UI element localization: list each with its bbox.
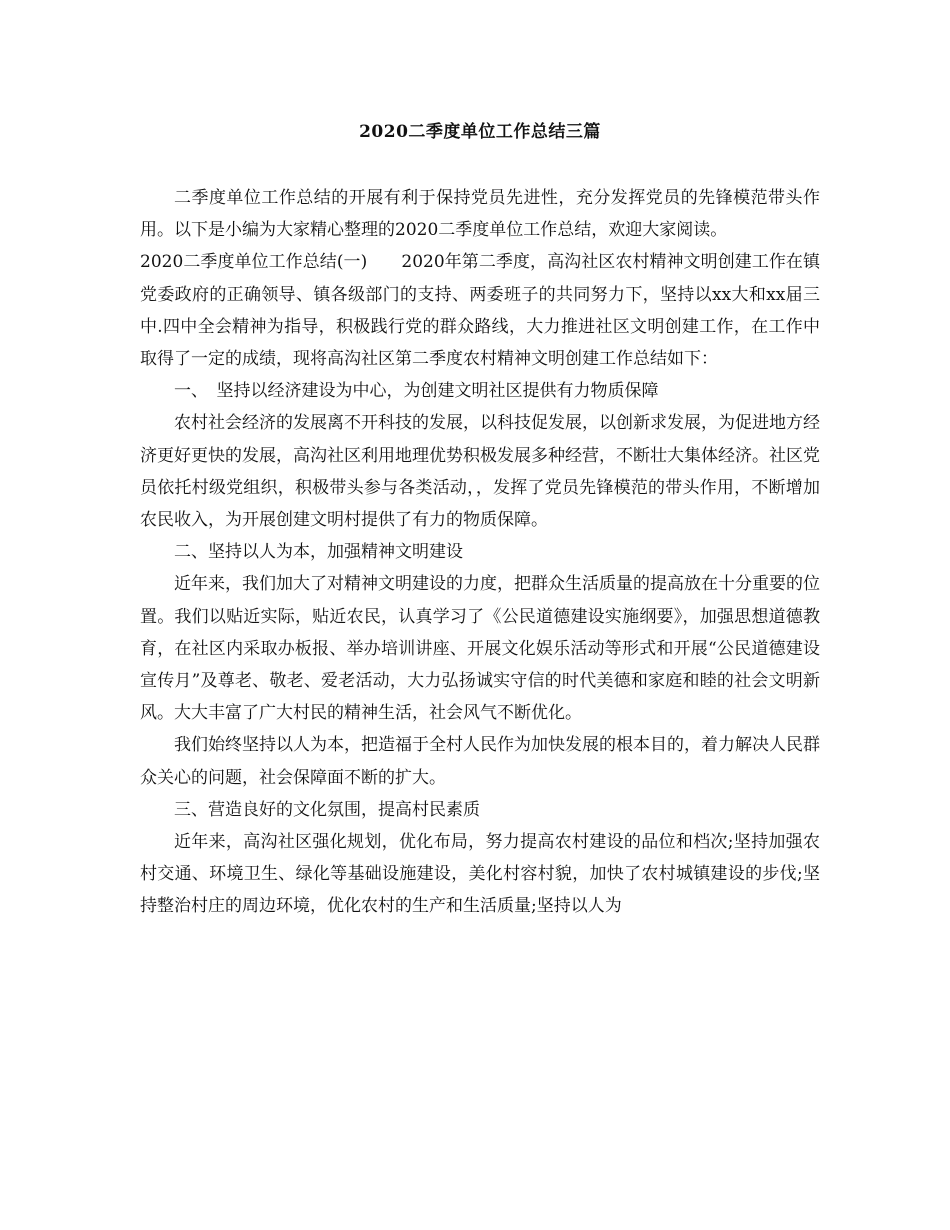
paragraph-people-first: 我们始终坚持以人为本，把造福于全村人民作为加快发展的根本目的，着力解决人民群众关心的问题，社会保障面不断的扩大。 — [140, 735, 820, 788]
section-heading-one: 一、 坚持以经济建设为中心，为创建文明社区提供有力物质保障 — [174, 381, 659, 402]
paragraph-civilization: 近年来，我们加大了对精神文明建设的力度，把群众生活质量的提高放在十分重要的位置。我们以贴近实际，贴近农民，认真学习了《公民道德建设实施纲要》，加强思想道德教育，在社区内采取办板报、举办培训讲座、开展文化娱乐活动等形式和开展“公民道德建设宣传月”及尊老、敬老、爱老活动，大力弘扬诚实守信的时代美德和家庭和睦的社会文明新风。大大丰富了广大村民的精神生活，社会风气不断优化。 — [140, 574, 820, 724]
document-page — [140, 118, 820, 923]
paragraph-intro: 二季度单位工作总结的开展有利于保持党员先进性，充分发挥党员的先锋模范带头作用。以下是小编为大家精心整理的2020二季度单位工作总结，欢迎大家阅读。 — [140, 188, 820, 241]
paragraph-summary-one-opening: 2020二季度单位工作总结(一) 2020年第二季度，高沟社区农村精神文明创建工作在镇党委政府的正确领导、镇各级部门的支持、两委班子的共同努力下，坚持以xx大和xx届三中.四中全会精神为指导，积极践行党的群众路线，大力推进社区文明创建工作，在工作中取得了一定的成绩，现将高沟社区第二季度农村精神文明创建工作总结如下： — [140, 252, 820, 370]
paragraph-economy: 农村社会经济的发展离不开科技的发展，以科技促发展，以创新求发展，为促进地方经济更好更快的发展，高沟社区利用地理优势积极发展多种经营，不断壮大集体经济。社区党员依托村级党组织，积极带头参与各类活动，，发挥了党员先锋模范的带头作用，不断增加农民收入，为开展创建文明村提供了有力的物质保障。 — [140, 413, 820, 531]
paragraph-culture: 近年来，高沟社区强化规划，优化布局，努力提高农村建设的品位和档次;坚持加强农村交通、环境卫生、绿化等基础设施建设，美化村容村貌，加快了农村城镇建设的步伐;坚持整治村庄的周边环境，优化农村的生产和生活质量;坚持以人为 — [140, 832, 820, 917]
document-title: 2020二季度单位工作总结三篇 — [359, 122, 601, 142]
document-body — [140, 182, 820, 923]
section-heading-three: 三、营造良好的文化氛围，提高村民素质 — [174, 799, 480, 820]
section-heading-two: 二、坚持以人为本，加强精神文明建设 — [174, 542, 463, 563]
